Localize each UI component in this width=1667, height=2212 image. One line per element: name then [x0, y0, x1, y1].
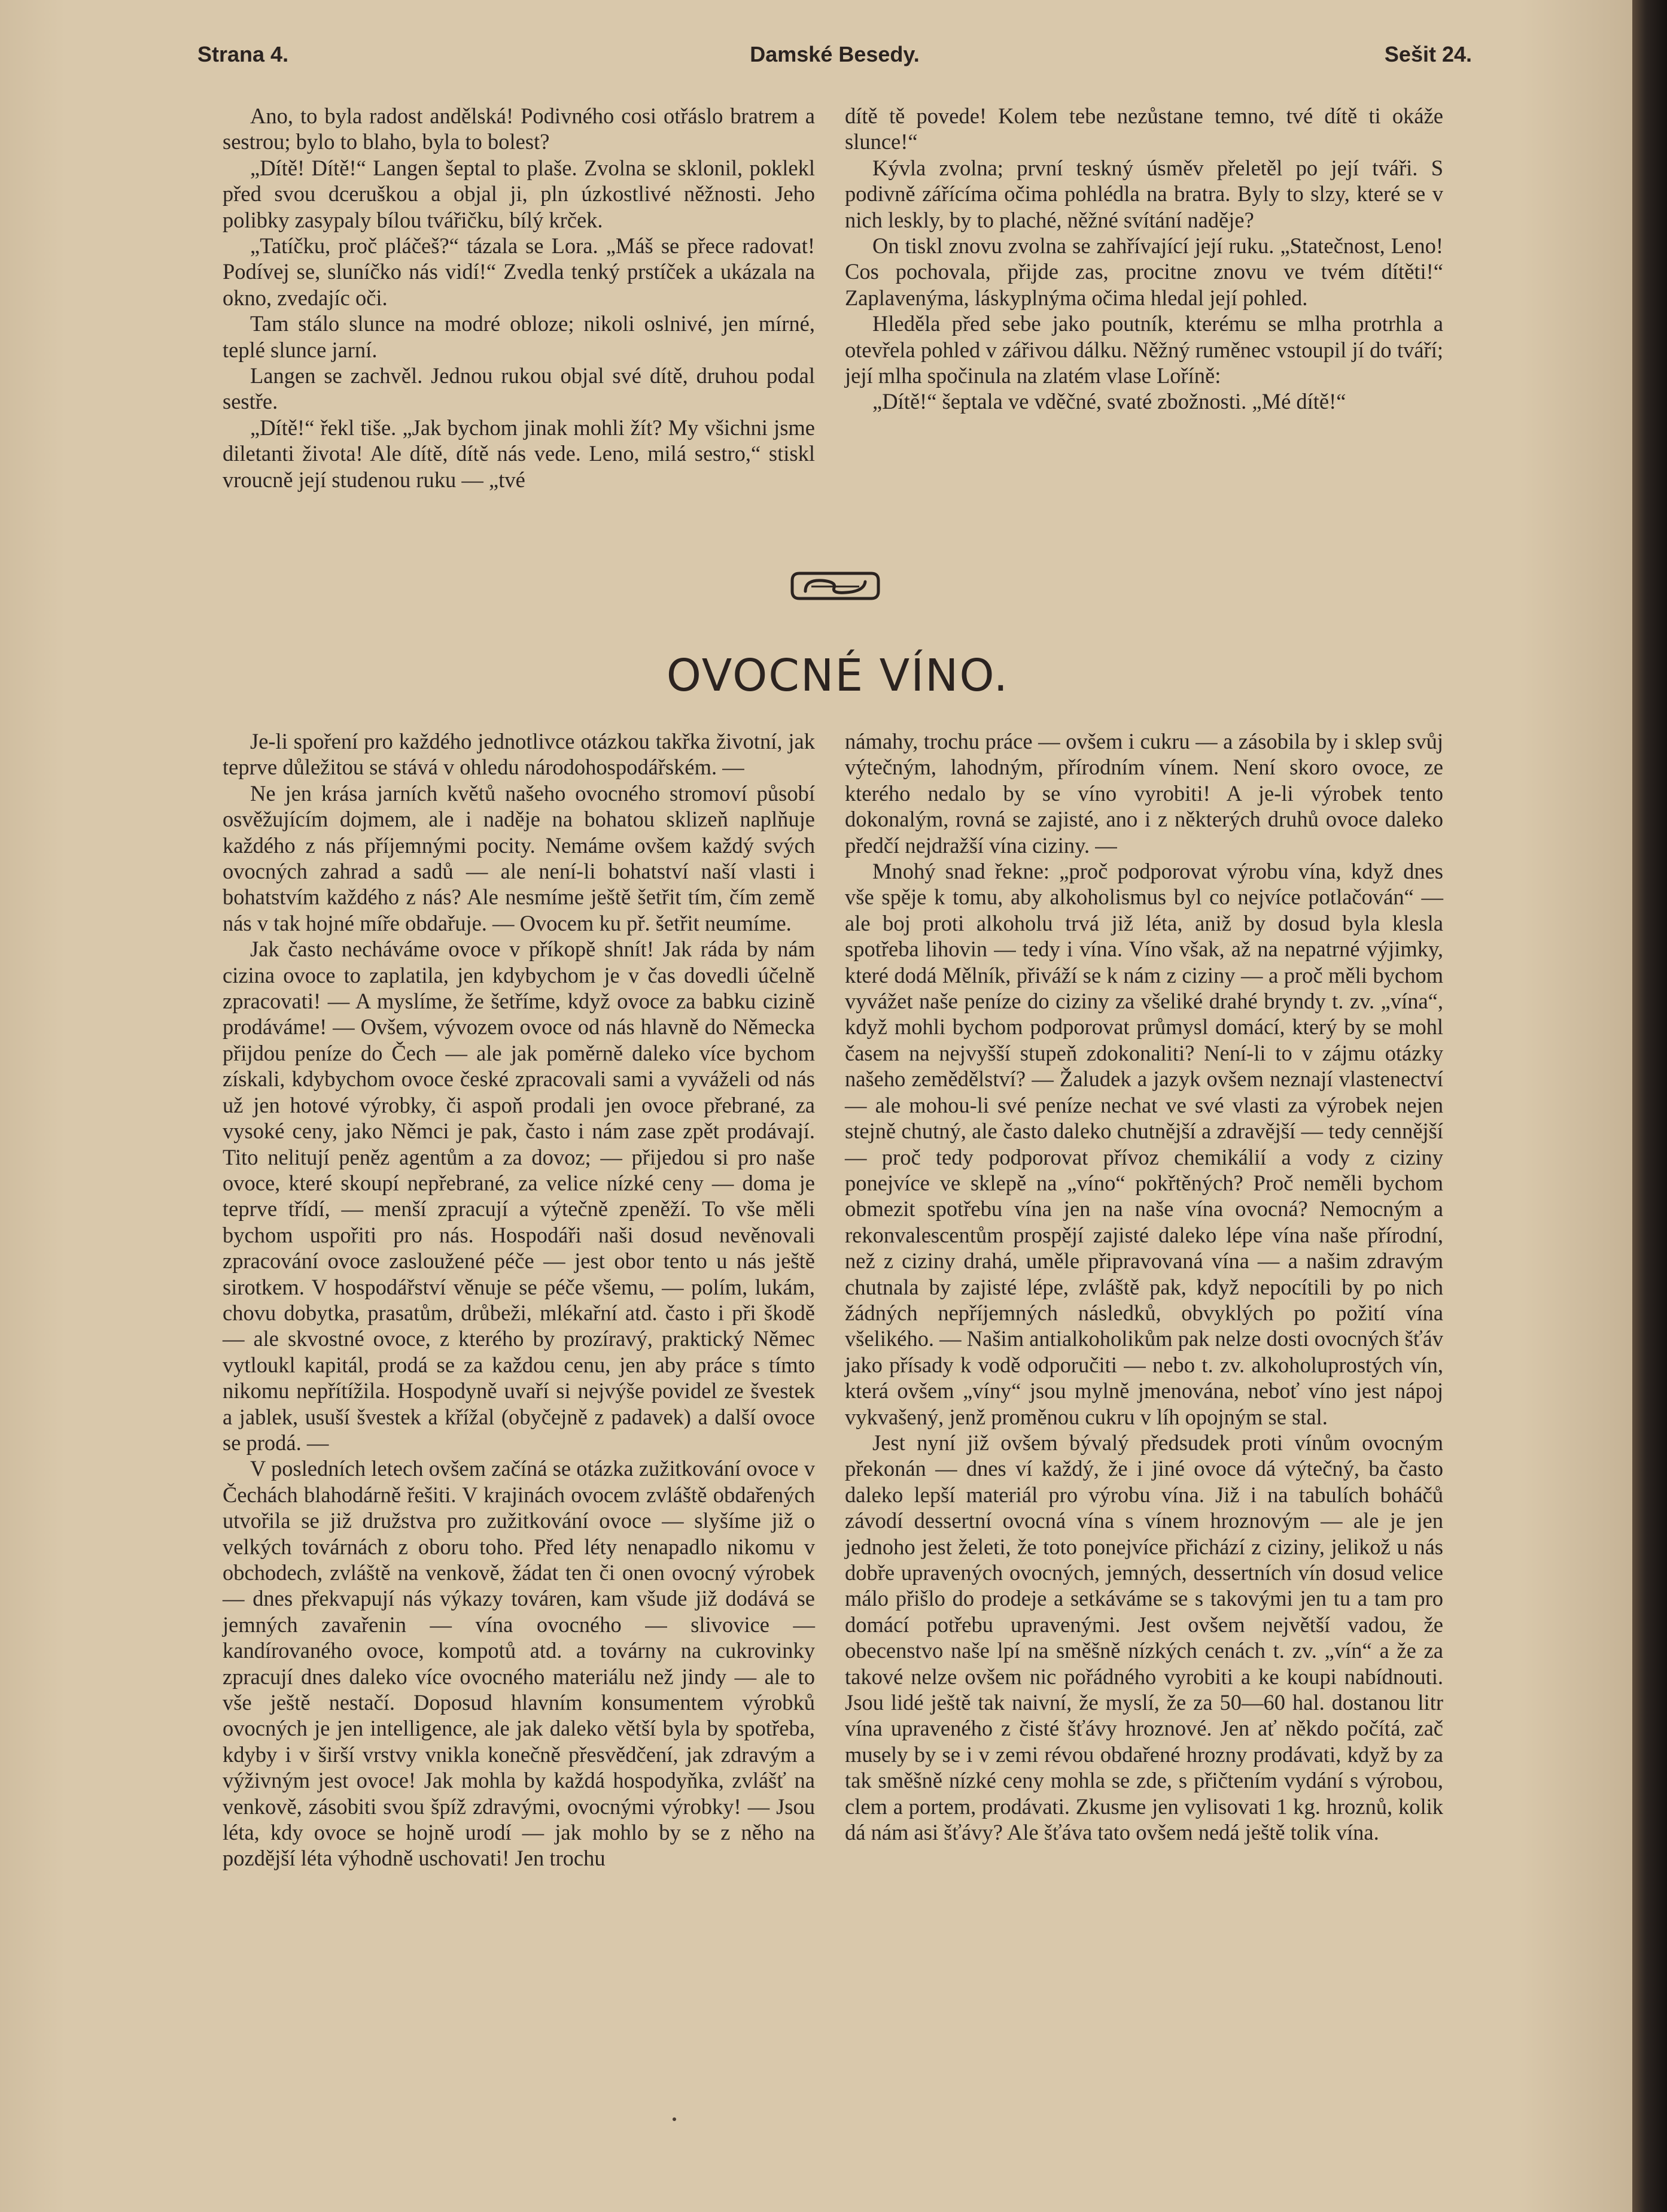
story-paragraph: „Dítě! Dítě!“ Langen šeptal to plaše. Zvolna se sklonil, poklekl před svou dceruškou a objal ji, pln úzkostlivé něžnosti. Jeho polibky zasypaly bílou tvářičku, bílý krček. [223, 155, 815, 232]
article-paragraph: Jest nyní již ovšem bývalý předsudek proti vínům ovocným překonán — dnes ví každý, že i jiné ovoce dá výtečný, ba často daleko lepší materiál pro výrobu vína. Již i na tabulích boháčů závodí dessertní ovocná vína s vínem hroznovým — ale je jen jednoho jest želeti, že toto ponejvíce přichází z ciziny, jelikož u nás dobře upravených ovocných, jemných, dessertních vín dosud velice málo přišlo do prodeje a setkáváme se s takovými jen tu a tam pro domácí potřebu upravenými. Jest ovšem největší vadou, že obecenstvo naše lpí na směšně nízkých cenách t. zv. „vín“ a že za takové nelze ovšem nic pořádného vyrobiti a ke koupi nabídnouti. Jsou lidé ještě tak naivní, že myslí, že za 50—60 hal. dostanou litr vína upraveného z čisté šťávy hroznové. Jen ať někdo počítá, zač musely by se i v zemi révou obdařené hrozny prodávati, když by za tak směšně nízké ceny mohla se zde, s přičtením vydání s výrobou, clem a portem, prodávati. Zkusme jen vylisovati 1 kg. hroznů, kolik dá nám asi šťávy? Ale šťáva tato ovšem nedá ještě tolik vína. [845, 1430, 1443, 1845]
story-paragraph-continued: dítě tě povede! Kolem tebe nezůstane temno, tvé dítě ti okáže slunce!“ [845, 104, 1443, 154]
story-paragraph: Ano, to byla radost andělská! Podivného cosi otřáslo bratrem a sestrou; bylo to blaho, byla to bolest? [223, 104, 815, 154]
article-paragraph: Ne jen krása jarních květů našeho ovocného stromoví působí osvěžujícím dojmem, ale i naděje na bohatou sklizeň naplňuje každého z nás příjemnými pocity. Nemáme ovšem každý svých ovocných zahrad a sadů — ale není-li bohatství naší vlasti i bohatstvím každého z nás? Ale nesmíme ještě šetřit tím, čím země nás v tak hojné míře obdařuje. — Ovocem ku př. šetřit neumíme. [223, 780, 815, 935]
print-speck [673, 2117, 676, 2121]
article-paragraph: Jak často necháváme ovoce v příkopě shnít! Jak ráda by nám cizina ovoce to zaplatila, jen kdybychom je v čas dovedli účelně zpracovati! — A myslíme, že šetříme, když ovoce za babku cizině prodáváme! — Ovšem, vývozem ovoce od nás hlavně do Německa přijdou peníze do Čech — ale jak poměrně daleko více bychom získali, kdybychom ovoce české zpracovali sami a vyváželi od nás už jen hotové výrobky, či aspoň prodali jen ovoce přebrané, za vysoké ceny, jako Němci je pak, často i nám zase zpět prodávají. Tito nelitují peněz agentům a za dovoz; — přijedou si pro naše ovoce, které skoupí nepřebrané, za velice nízké ceny — doma je teprve třídí, — menší zpracují a výtečně zpeněží. To vše měli bychom uspořiti pro nás. Hospodáři naši dosud nevěnovali zpracování ovoce zasloužené péče — jest obor tento u nás ještě sirotkem. V hospodářství věnuje se péče všemu, — polím, lukám, chovu dobytka, prasatům, drůbeži, mlékařní atd. často i při škodě — ale skvostné ovoce, z kterého by prozíravý, praktický Němec vytloukl kapitál, prodá se za každou cenu, jen aby práce s tímto nikomu nepřítížila. Hospodyně uvaří si nejvýše povidel ze švestek a jablek, usuší švestek a křížal (obyčejně z padavek) a další ovoce se prodá. — [223, 937, 815, 1455]
story-paragraph: On tiskl znovu zvolna se zahřívající její ruku. „Statečnost, Leno! Cos pochovala, přijde zas, procitne znovu ve tvém dítěti!“ Zaplavenýma, láskyplnýma očima hledal její pohled. [845, 233, 1443, 310]
story-paragraph: „Dítě!“ šeptala ve vděčné, svaté zbožnosti. „Mé dítě!“ [872, 389, 1346, 414]
article-title: OVOCNÉ VÍNO. [666, 650, 1009, 701]
book-binding-edge [1632, 0, 1667, 2212]
story-paragraph: „Tatíčku, proč pláčeš?“ tázala se Lora. „Máš se přece radovat! Podívej se, sluníčko nás vidí!“ Zvedla tenký prstíček a ukázala na okno, zvedajíc oči. [223, 233, 815, 310]
story-paragraph: „Dítě!“ řekl tiše. „Jak bychom jinak mohli žít? My všichni jsme diletanti života! Ale dítě, dítě nás vede. Leno, milá sestro,“ stiskl vroucně její studenou ruku — „tvé [223, 415, 815, 492]
vignette-ornament-icon [787, 569, 883, 603]
article-paragraph: Mnohý snad řekne: „proč podporovat výrobu vína, když dnes vše spěje k tomu, aby alkoholismus byl co nejvíce potlačován“ — ale boj proti alkoholu trvá již léta, aniž by dosud byla klesla spotřeba lihovin — tedy i vína. Víno však, až na nepatrné výjimky, které dodá Mělník, přiváží se k nám z ciziny — a proč měli bychom vyvážet naše peníze do ciziny za všeliké drahé bryndy t. zv. „vína“, když mohli bychom podporovat průmysl domácí, který by se mohl časem na nejvyšší stupeň zdokonaliti? Není-li to v zájmu otázky našeho zemědělství? — Žaludek a jazyk ovšem neznají vlastenectví — ale mohou-li své peníze nechat ve své vlasti za výrobek nejen stejně chutný, ale často daleko chutnější a zdravější — tedy cennější — proč tedy podporovat přívoz chemikálií a vody z ciziny ponejvíce ve sklepě na „víno“ pokřtěných? Proč neměli bychom obmezit spotřebu vína jen na naše vína ovocná? Nemocným a rekonvalescentům prospějí zajisté daleko lépe vína naše přírodní, než z ciziny drahá, uměle připravovaná vína — a našim zdravým chutnala by zajisté lépe, zvláště pak, když nepocítili by po nich žádných nepříjemných následků, obvyklých po požití vína všelikého. — Našim antialkoholikům pak nelze dosti ovocných šťáv jako přísady k vodě odporučiti — nebo t. zv. alkoholuprostých vín, která ovšem „víny“ jsou mylně jmenována, neboť víno jest nápoj vykvašený, jenž proměnou cukru v líh opojným se stal. [845, 859, 1443, 1429]
article-left-column [223, 728, 815, 1871]
article-paragraph: Je-li spoření pro každého jednotlivce otázkou takřka životní, jak teprve důležitou se stává v ohledu národohospodářském. — [223, 729, 815, 780]
magazine-title: Damské Besedy. [750, 42, 920, 66]
story-paragraph: Langen se zachvěl. Jednou rukou objal své dítě, druhou podal sestře. [223, 363, 815, 414]
page-number: Strana 4. [197, 42, 289, 66]
story-right-column [845, 103, 1443, 415]
story-paragraph: Kývla zvolna; první teskný úsměv přeletěl po její tváři. S podivně zářícíma očima pohlédla na bratra. Byly to slzy, které se v nich leskly, by to plaché, něžné svítání naděje? [845, 155, 1443, 232]
story-paragraph: Tam stálo slunce na modré obloze; nikoli oslnivé, jen mírné, teplé slunce jarní. [223, 311, 815, 362]
story-paragraph: Hleděla před sebe jako poutník, kterému se mlha protrhla a otevřela pohled v zářivou dálku. Něžný ruměnec vstoupil jí do tváří; její mlha spočinula na zlatém vlase Loříně: [845, 311, 1443, 388]
article-right-column [845, 728, 1443, 1845]
article-paragraph-continued: námahy, trochu práce — ovšem i cukru — a zásobila by i sklep svůj výtečným, lahodným, přírodním vínem. Není skoro ovoce, ze kterého nedalo by se víno vyrobiti! A je-li výrobek tento dokonalým, rovná se zajisté, ano i z některých druhů ovoce daleko předčí nejdražší vína ciziny. — [845, 729, 1443, 858]
issue-number: Sešit 24. [1384, 42, 1472, 66]
story-left-column [223, 103, 815, 493]
article-paragraph: V posledních letech ovšem začíná se otázka zužitkování ovoce v Čechách blahodárně řešiti. V krajinách ovocem zvláště obdařených utvořila se již družstva pro zužitkování ovoce — slyšíme již o velkých továrnách z oboru toho. Před léty nenapadlo nikomu v obchodech, zvláště na venkově, žádat ten či onen ovocný výrobek — dnes překvapují nás výkazy továren, kam všude již dodává se jemných zavařenin — vína ovocného — slivovice — kandírovaného ovoce, kompotů atd. a továrny na cukrovinky zpracují dnes daleko více ovocného materiálu než jindy — ale to vše ještě nestačí. Doposud hlavním konsumentem výrobků ovocných je jen intelligence, ale jak daleko větší byla by spotřeba, kdyby i v širší vrstvy vnikla konečně přesvědčení, jak zdravým a výživným jest ovoce! Jak mohla by každá hospodyňka, zvlášť na venkově, zásobiti svou špíž zdravými, ovocnými výrobky! — Jsou léta, kdy ovoce se hojně urodí — jak mohlo by se z něho na pozdější léta výhodně uschovati! Jen trochu [223, 1456, 815, 1871]
running-head [197, 36, 1472, 72]
